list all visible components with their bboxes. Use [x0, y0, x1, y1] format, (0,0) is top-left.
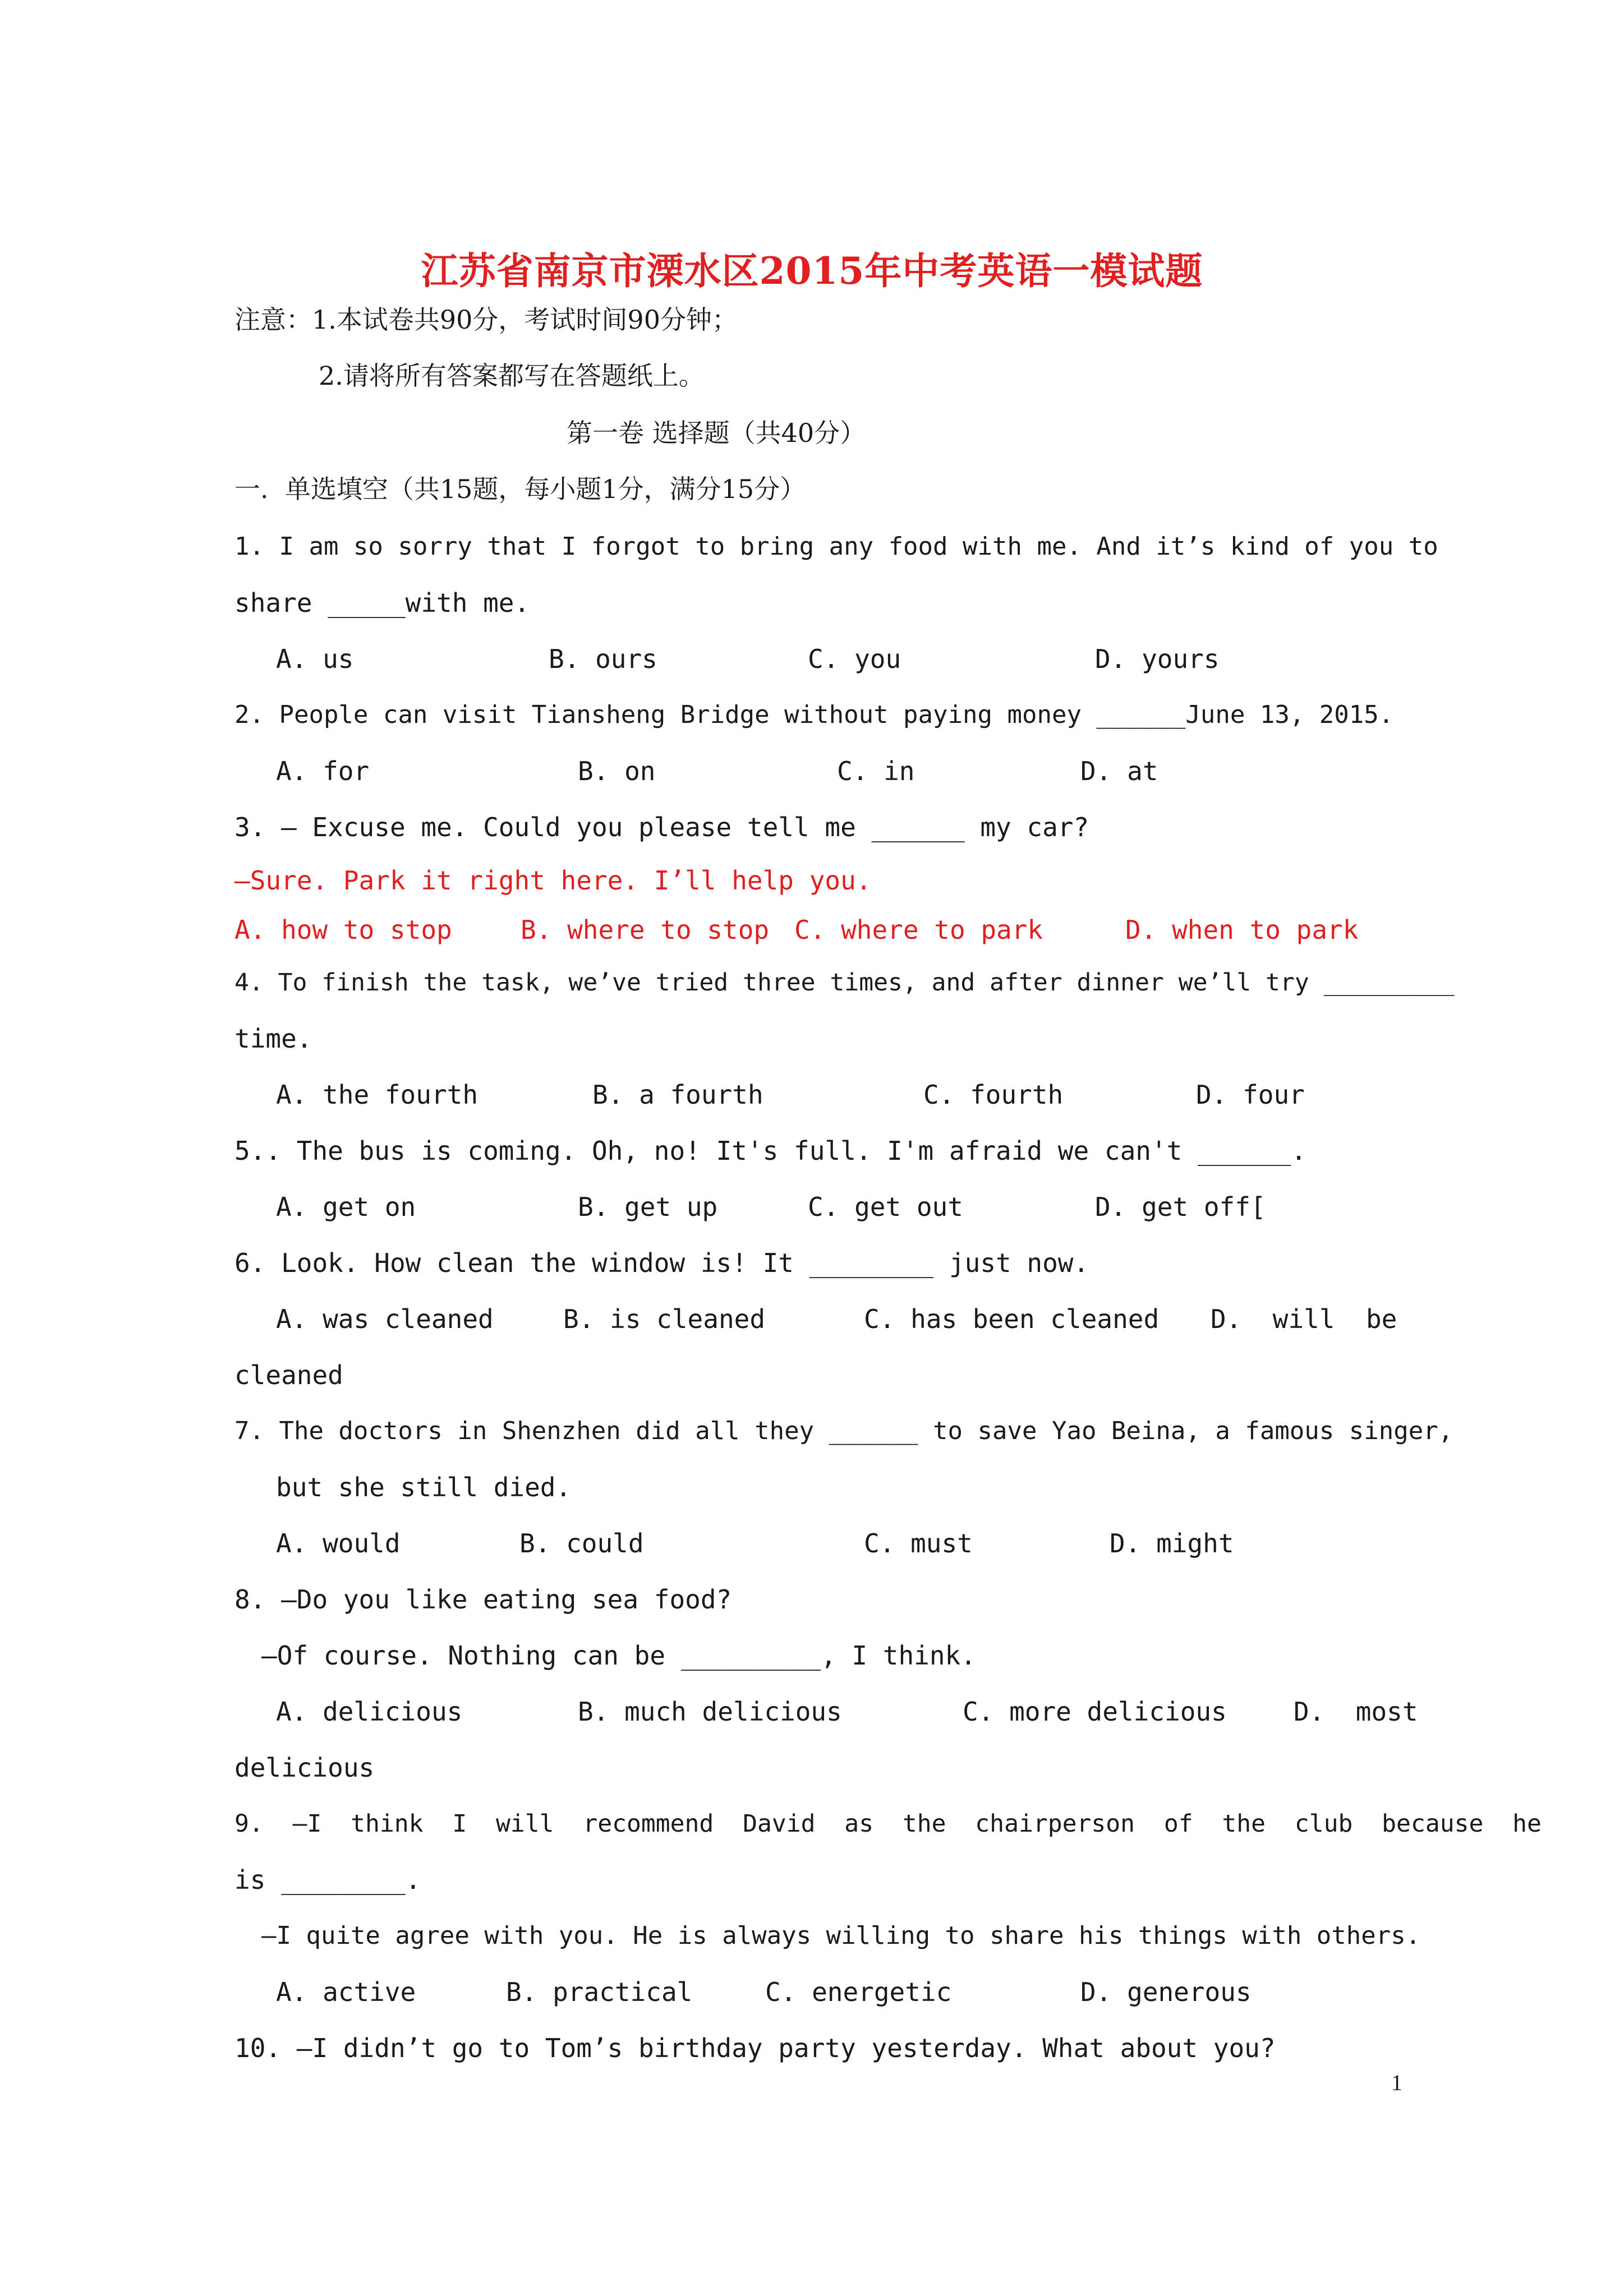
exam-title: 江苏省南京市溧水区2015年中考英语一模试题 [421, 249, 1203, 293]
question-9-option-c: C. energetic [765, 1977, 952, 2007]
question-7-option-d: D. might [1110, 1528, 1234, 1559]
question-1-option-a: A. us [276, 644, 354, 674]
question-7-option-c: C. must [864, 1528, 973, 1559]
question-6-line-1: 6. Look. How clean the window is! It ________ just now. [234, 1248, 1089, 1278]
question-5-option-b: B. get up [578, 1192, 718, 1222]
question-8-option-d: D. most [1294, 1696, 1418, 1727]
question-4-option-a: A. the fourth [276, 1080, 479, 1110]
question-4-option-b: B. a fourth [592, 1080, 763, 1110]
question-5-option-c: C. get out [808, 1192, 963, 1222]
part-title: 一. 单选填空（共15题，每小题1分，满分15分） [234, 474, 806, 504]
question-5-option-a: A. get on [276, 1192, 416, 1222]
question-1-line-1: 1. I am so sorry that I forgot to bring any food with me. And it’s kind of you to [234, 532, 1438, 561]
question-9-option-a: A. active [276, 1977, 416, 2007]
question-9-option-d: D. generous [1080, 1977, 1252, 2007]
question-9-line-3: —I quite agree with you. He is always willing to share his things with others. [261, 1921, 1421, 1950]
question-1-option-d: D. yours [1095, 644, 1220, 674]
question-2-option-b: B. on [578, 756, 656, 786]
question-7-line-1: 7. The doctors in Shenzhen did all they ______ to save Yao Beina, a famous singer, [234, 1417, 1453, 1445]
question-6-option-a: A. was cleaned [276, 1304, 494, 1334]
question-1-line-2: share _____with me. [234, 588, 530, 618]
question-4-option-d: D. four [1196, 1080, 1305, 1110]
question-3-line-1: 3. — Excuse me. Could you please tell me ______ my car? [234, 812, 1089, 842]
question-6-line-3: cleaned [234, 1360, 343, 1390]
question-4-line-2: time. [234, 1023, 312, 1054]
question-5-line-1: 5.. The bus is coming. Oh, no! It's full. I'm afraid we can't ______. [234, 1136, 1306, 1166]
question-8-option-c: C. more delicious [963, 1696, 1227, 1727]
question-7-option-b: B. could [519, 1528, 644, 1559]
note-line-1: 注意：1.本试卷共90分，考试时间90分钟； [234, 305, 738, 335]
question-3-line-2: —Sure. Park it right here. I’ll help you. [234, 865, 872, 896]
section-title: 第一卷 选择题（共40分） [567, 418, 866, 448]
question-1-option-b: B. ours [549, 644, 657, 674]
question-3-option-b: B. where to stop [521, 915, 770, 945]
question-2-line-1: 2. People can visit Tiansheng Bridge without paying money ______June 13, 2015. [234, 700, 1394, 729]
question-8-option-b: B. much delicious [578, 1696, 842, 1727]
question-6-option-d: D. will be [1211, 1304, 1397, 1334]
question-2-option-d: D. at [1080, 756, 1158, 786]
question-8-line-2: —Of course. Nothing can be _________, I think. [261, 1640, 976, 1671]
question-7-option-a: A. would [276, 1528, 401, 1559]
question-1-option-c: C. you [808, 644, 901, 674]
question-9-line-2: is ________. [234, 1865, 421, 1895]
question-2-option-a: A. for [276, 756, 370, 786]
question-6-option-b: B. is cleaned [563, 1304, 766, 1334]
question-8-line-1: 8. —Do you like eating sea food? [234, 1584, 732, 1615]
question-9-option-b: B. practical [506, 1977, 693, 2007]
question-8-line-3: delicious [234, 1753, 375, 1783]
question-10-line-1: 10. —I didn’t go to Tom’s birthday party yesterday. What about you? [234, 2033, 1276, 2063]
note-line-2: 2.请将所有答案都写在答题纸上。 [319, 361, 705, 391]
question-4-option-c: C. fourth [923, 1080, 1064, 1110]
page-number: 1 [1391, 2070, 1402, 2095]
question-6-option-c: C. has been cleaned [864, 1304, 1160, 1334]
question-5-option-d: D. get off[ [1095, 1192, 1266, 1222]
question-7-line-2: but she still died. [276, 1472, 572, 1502]
question-3-option-d: D. when to park [1125, 915, 1359, 945]
question-3-option-a: A. how to stop [234, 915, 452, 945]
question-2-option-c: C. in [837, 756, 915, 786]
question-3-option-c: C. where to park [794, 915, 1043, 945]
question-9-line-1: 9. —I think I will recommend David as the chairperson of the club because he [234, 1810, 1542, 1838]
question-8-option-a: A. delicious [276, 1696, 463, 1727]
question-4-line-1: 4. To finish the task, we’ve tried three times, and after dinner we’ll try _________ [234, 969, 1455, 997]
